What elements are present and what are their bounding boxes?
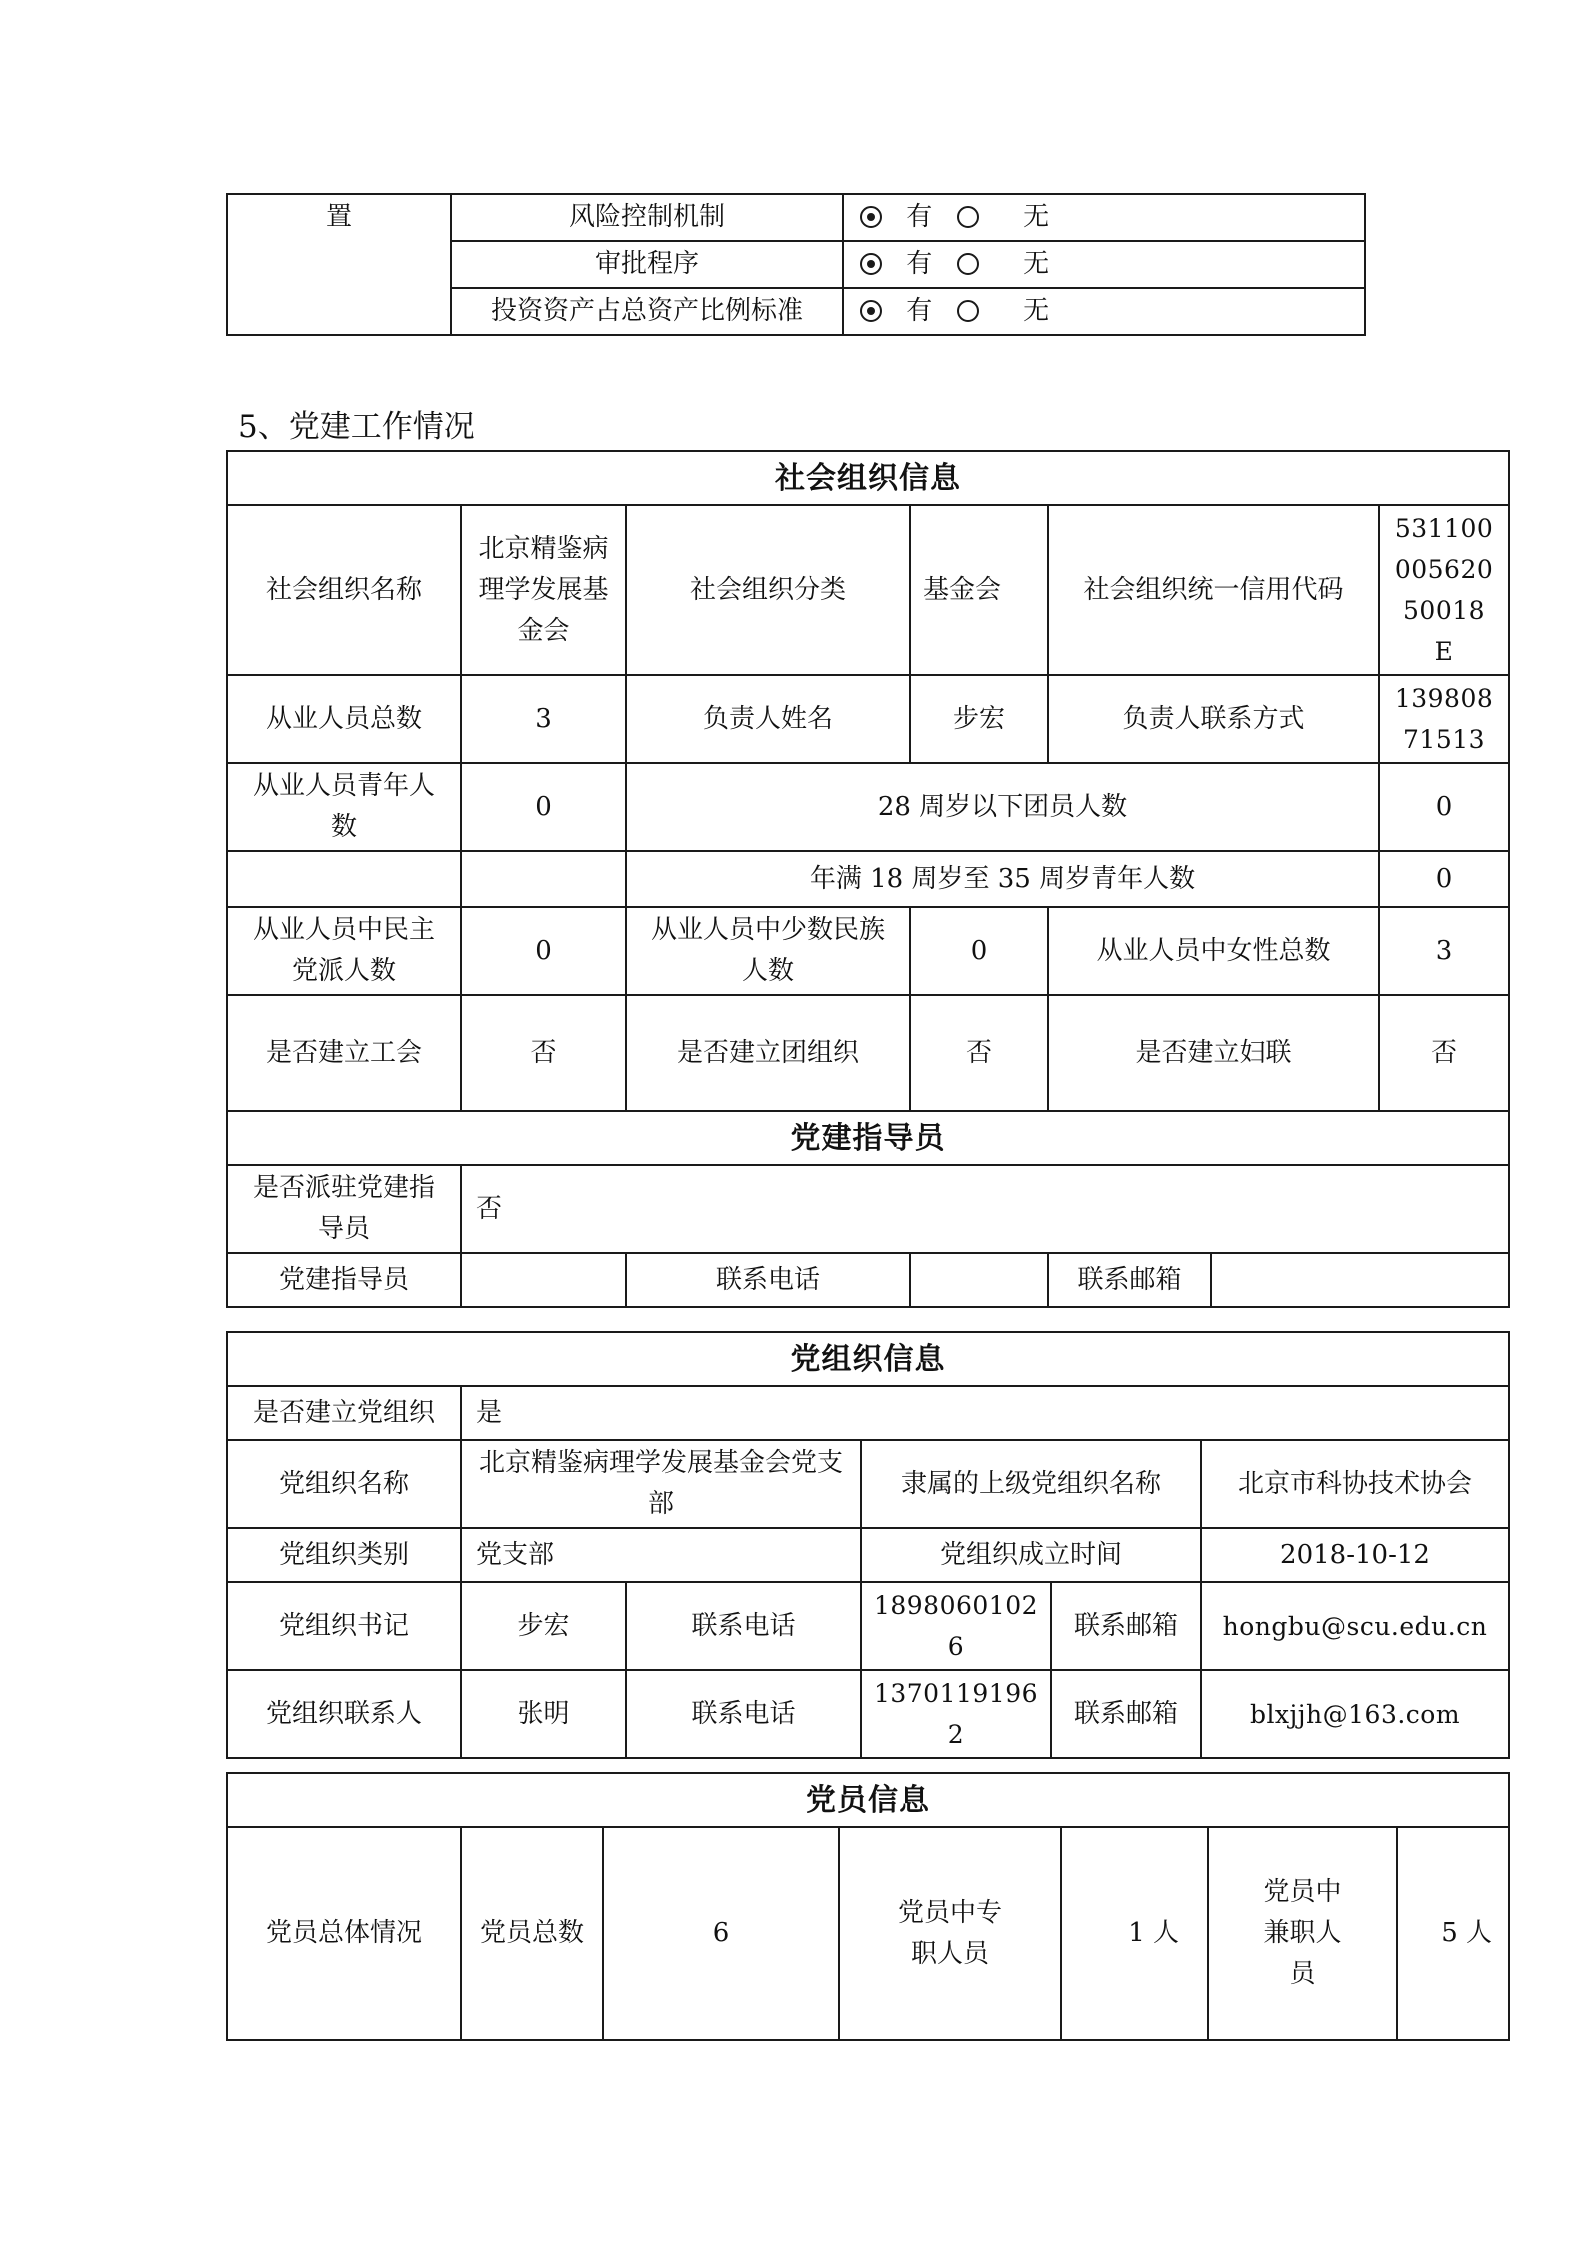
- radio-empty-icon[interactable]: [957, 300, 979, 322]
- instructor-dispatched-value: 否: [461, 1165, 1509, 1253]
- contact-email: blxjjh@163.com: [1201, 1670, 1509, 1758]
- contact-phone: 13701191962: [861, 1670, 1051, 1758]
- risk-control-options: [843, 194, 1365, 241]
- party-org-table: [226, 1331, 1510, 1759]
- party-parent-label: 隶属的上级党组织名称: [861, 1440, 1201, 1528]
- party-name-value: 北京精鉴病理学发展基金会党支部: [461, 1440, 861, 1528]
- investment-section-label: 置: [227, 194, 451, 335]
- secretary-name: 步宏: [461, 1582, 626, 1670]
- social-org-table: [226, 450, 1510, 1308]
- members-total-label: 党员总数: [461, 1827, 603, 2040]
- radio-empty-icon[interactable]: [957, 253, 979, 275]
- instructor-value: [461, 1253, 626, 1307]
- radio-selected-icon[interactable]: [860, 206, 882, 228]
- social-org-heading: 社会组织信息: [227, 451, 1509, 505]
- party-established-value: 是: [461, 1386, 1509, 1440]
- league-under28-value: 0: [1379, 763, 1509, 851]
- approval-procedure-label: 审批程序: [451, 241, 843, 288]
- secretary-phone: 18980601026: [861, 1582, 1051, 1670]
- asset-ratio-label: 投资资产占总资产比例标准: [451, 288, 843, 335]
- instructor-dispatched-label: 是否派驻党建指导员: [227, 1165, 461, 1253]
- minority-label: 从业人员中少数民族人数: [626, 907, 910, 995]
- leader-name-label: 负责人姓名: [626, 675, 910, 763]
- leader-contact-label: 负责人联系方式: [1048, 675, 1379, 763]
- option-no-label: 无: [1023, 249, 1050, 279]
- option-yes-label: 有: [906, 202, 933, 232]
- youth-count-label: 从业人员青年人数: [227, 763, 461, 851]
- members-heading: 党员信息: [227, 1773, 1509, 1827]
- section-title: 5、党建工作情况: [238, 409, 475, 445]
- investment-settings-table: [226, 193, 1366, 336]
- contact-label: 党组织联系人: [227, 1670, 461, 1758]
- radio-selected-icon[interactable]: [860, 300, 882, 322]
- risk-control-label: 风险控制机制: [451, 194, 843, 241]
- staff-total-label: 从业人员总数: [227, 675, 461, 763]
- party-name-label: 党组织名称: [227, 1440, 461, 1528]
- leader-contact-value: 13980871513: [1379, 675, 1509, 763]
- instructor-email-label: 联系邮箱: [1048, 1253, 1211, 1307]
- members-parttime-label: 党员中兼职人员: [1208, 1827, 1397, 2040]
- instructor-label: 党建指导员: [227, 1253, 461, 1307]
- party-parent-value: 北京市科协技术协会: [1201, 1440, 1509, 1528]
- org-category-label: 社会组织分类: [626, 505, 910, 675]
- asset-ratio-options: [843, 288, 1365, 335]
- party-members-table: [226, 1772, 1510, 2041]
- org-category-value: 基金会: [910, 505, 1048, 675]
- league-org-label: 是否建立团组织: [626, 995, 910, 1111]
- female-total-value: 3: [1379, 907, 1509, 995]
- women-fed-label: 是否建立妇联: [1048, 995, 1379, 1111]
- youth-18-35-label: 年满 18 周岁至 35 周岁青年人数: [626, 851, 1379, 907]
- members-fulltime-label: 党员中专职人员: [839, 1827, 1061, 2040]
- party-established-label: 是否建立党组织: [227, 1386, 461, 1440]
- league-under28-label: 28 周岁以下团员人数: [626, 763, 1379, 851]
- youth-count-value: 0: [461, 763, 626, 851]
- party-org-heading: 党组织信息: [227, 1332, 1509, 1386]
- option-yes-label: 有: [906, 296, 933, 326]
- contact-phone-label: 联系电话: [626, 1670, 861, 1758]
- instructor-email-value: [1211, 1253, 1509, 1307]
- contact-name: 张明: [461, 1670, 626, 1758]
- leader-name-value: 步宏: [910, 675, 1048, 763]
- members-fulltime-value: 1 人: [1061, 1827, 1208, 2040]
- league-org-value: 否: [910, 995, 1048, 1111]
- approval-procedure-options: [843, 241, 1365, 288]
- women-fed-value: 否: [1379, 995, 1509, 1111]
- option-no-label: 无: [1023, 202, 1050, 232]
- female-total-label: 从业人员中女性总数: [1048, 907, 1379, 995]
- credit-code-value: 53110000562050018E: [1379, 505, 1509, 675]
- democratic-party-value: 0: [461, 907, 626, 995]
- radio-empty-icon[interactable]: [957, 206, 979, 228]
- party-founded-label: 党组织成立时间: [861, 1528, 1201, 1582]
- secretary-phone-label: 联系电话: [626, 1582, 861, 1670]
- party-type-value: 党支部: [461, 1528, 861, 1582]
- contact-email-label: 联系邮箱: [1051, 1670, 1201, 1758]
- members-overall-label: 党员总体情况: [227, 1827, 461, 2040]
- option-yes-label: 有: [906, 249, 933, 279]
- secretary-label: 党组织书记: [227, 1582, 461, 1670]
- option-no-label: 无: [1023, 296, 1050, 326]
- radio-selected-icon[interactable]: [860, 253, 882, 275]
- credit-code-label: 社会组织统一信用代码: [1048, 505, 1379, 675]
- blank-label: [227, 851, 461, 907]
- instructor-phone-label: 联系电话: [626, 1253, 910, 1307]
- instructor-heading: 党建指导员: [227, 1111, 1509, 1165]
- minority-value: 0: [910, 907, 1048, 995]
- org-name-label: 社会组织名称: [227, 505, 461, 675]
- instructor-phone-value: [910, 1253, 1048, 1307]
- org-name-value: 北京精鉴病理学发展基金会: [461, 505, 626, 675]
- party-founded-value: 2018-10-12: [1201, 1528, 1509, 1582]
- union-label: 是否建立工会: [227, 995, 461, 1111]
- secretary-email: hongbu@scu.edu.cn: [1201, 1582, 1509, 1670]
- members-parttime-value: 5 人: [1397, 1827, 1509, 2040]
- blank-value: [461, 851, 626, 907]
- union-value: 否: [461, 995, 626, 1111]
- secretary-email-label: 联系邮箱: [1051, 1582, 1201, 1670]
- youth-18-35-value: 0: [1379, 851, 1509, 907]
- democratic-party-label: 从业人员中民主党派人数: [227, 907, 461, 995]
- party-type-label: 党组织类别: [227, 1528, 461, 1582]
- members-total-value: 6: [603, 1827, 839, 2040]
- staff-total-value: 3: [461, 675, 626, 763]
